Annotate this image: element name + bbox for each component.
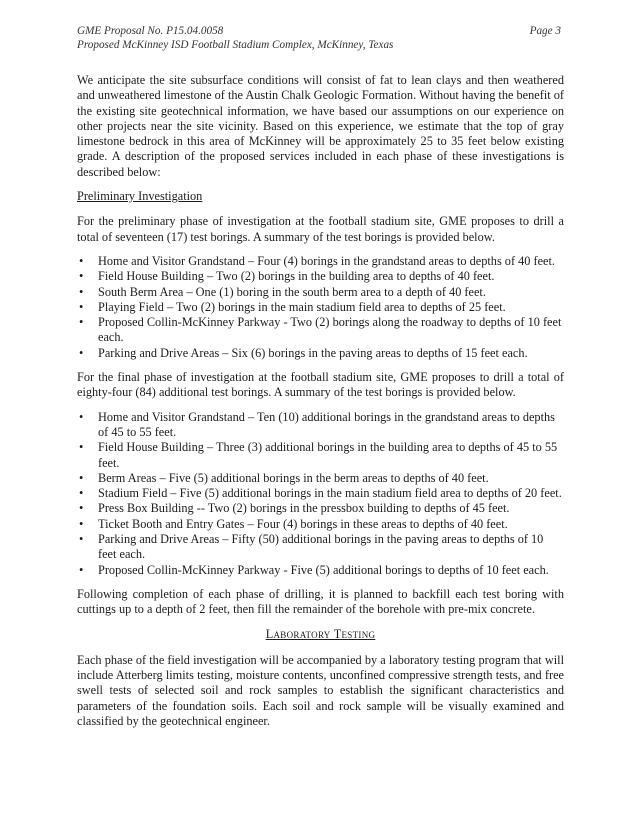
list-item bbox=[77, 501, 564, 516]
list-item bbox=[77, 486, 564, 501]
list-item-text: Playing Field – Two (2) borings in the main stadium field area to depths of 25 feet. bbox=[98, 299, 506, 314]
list-item bbox=[77, 269, 564, 284]
list-item bbox=[77, 285, 564, 300]
intro-paragraph: We anticipate the site subsurface conditions will consist of fat to lean clays and then weathered and unweathered limestone of the Austin Chalk Geologic Formation. Without having the benefit of the existing site geotechnical information, we have based our assumptions on our experience on other projects near the site vicinity. Based on this experience, we estimate that the top of gray limestone bedrock in this area of McKinney will be approximately 25 to 35 feet below existing grade. A description of the proposed services included in each phase of these investigations is described below: bbox=[77, 73, 564, 179]
list-item bbox=[77, 300, 564, 315]
final-phase-paragraph: For the final phase of investigation at the football stadium site, GME proposes to drill a total of eighty-four (84) additional test borings. A summary of the test borings is provided below. bbox=[77, 370, 564, 400]
list-item bbox=[77, 346, 564, 361]
list-item-text: Home and Visitor Grandstand – Ten (10) additional borings in the grandstand areas to depths of 45 to 55 feet. bbox=[98, 409, 555, 439]
list-item bbox=[77, 440, 564, 471]
bullet-icon: • bbox=[79, 253, 84, 268]
bullet-icon: • bbox=[79, 315, 84, 330]
list-item bbox=[77, 563, 564, 578]
list-item-text: Field House Building – Three (3) additional borings in the building area to depths of 45 to 55 feet. bbox=[98, 440, 558, 470]
list-item-text: Stadium Field – Five (5) additional borings in the main stadium field area to depths of 20 feet. bbox=[98, 486, 562, 501]
bullet-icon: • bbox=[79, 516, 84, 531]
list-item bbox=[77, 410, 564, 441]
preliminary-list bbox=[77, 254, 564, 361]
bullet-icon: • bbox=[79, 409, 84, 424]
page-header bbox=[77, 24, 561, 52]
list-item-text: Proposed Collin-McKinney Parkway - Two (2) borings along the roadway to depths of 10 feet each. bbox=[98, 315, 562, 345]
bullet-icon: • bbox=[79, 299, 84, 314]
laboratory-paragraph: Each phase of the field investigation will be accompanied by a laboratory testing program that will include Atterberg limits testing, moisture contents, unconfined compressive strength tests, and free swell tests of selected soil and rock samples to establish the significant characteristics and parameters of the foundation soils. Each soil and rock sample will be visually examined and classified by the geotechnical engineer. bbox=[77, 652, 564, 728]
list-item-text: Parking and Drive Areas – Six (6) borings in the paving areas to depths of 15 feet each. bbox=[98, 345, 528, 360]
bullet-icon: • bbox=[79, 284, 84, 299]
list-item bbox=[77, 471, 564, 486]
list-item-text: Ticket Booth and Entry Gates – Four (4) borings in these areas to depths of 40 feet. bbox=[98, 516, 508, 531]
list-item bbox=[77, 254, 564, 269]
document-body bbox=[77, 73, 564, 738]
preliminary-paragraph: For the preliminary phase of investigation at the football stadium site, GME proposes to drill a total of seventeen (17) test borings. A summary of the test borings is provided below. bbox=[77, 214, 564, 244]
bullet-icon: • bbox=[79, 345, 84, 360]
completion-paragraph: Following completion of each phase of drilling, it is planned to backfill each test boring with cuttings up to a depth of 2 feet, then fill the remainder of the borehole with pre-mix concrete. bbox=[77, 586, 564, 617]
list-item-text: Berm Areas – Five (5) additional borings in the berm areas to depths of 40 feet. bbox=[98, 470, 489, 485]
list-item-text: Home and Visitor Grandstand – Four (4) borings in the grandstand areas to depths of 40 feet. bbox=[98, 253, 555, 268]
bullet-icon: • bbox=[79, 269, 84, 284]
final-phase-list bbox=[77, 410, 564, 578]
list-item bbox=[77, 532, 564, 563]
list-item bbox=[77, 315, 564, 346]
bullet-icon: • bbox=[79, 532, 84, 547]
list-item-text: Field House Building – Two (2) borings in the building area to depths of 40 feet. bbox=[98, 269, 495, 284]
list-item-text: Press Box Building -- Two (2) borings in the pressbox building to depths of 45 feet. bbox=[98, 501, 510, 516]
bullet-icon: • bbox=[79, 501, 84, 516]
preliminary-heading: Preliminary Investigation bbox=[77, 189, 203, 204]
list-item-text: South Berm Area – One (1) boring in the south berm area to a depth of 40 feet. bbox=[98, 284, 486, 299]
bullet-icon: • bbox=[79, 440, 84, 455]
laboratory-heading: Laboratory Testing bbox=[265, 626, 376, 641]
page-number: Page 3 bbox=[529, 25, 561, 37]
list-item-text: Proposed Collin-McKinney Parkway - Five (5) additional borings to depths of 10 feet each. bbox=[98, 562, 549, 577]
project-name: Proposed McKinney ISD Football Stadium Complex, McKinney, Texas bbox=[77, 39, 394, 51]
bullet-icon: • bbox=[79, 562, 84, 577]
bullet-icon: • bbox=[79, 470, 84, 485]
proposal-number: GME Proposal No. P15.04.0058 bbox=[77, 25, 224, 37]
list-item bbox=[77, 517, 564, 532]
list-item-text: Parking and Drive Areas – Fifty (50) additional borings in the paving areas to depths of 10 feet each. bbox=[98, 532, 544, 562]
bullet-icon: • bbox=[79, 486, 84, 501]
